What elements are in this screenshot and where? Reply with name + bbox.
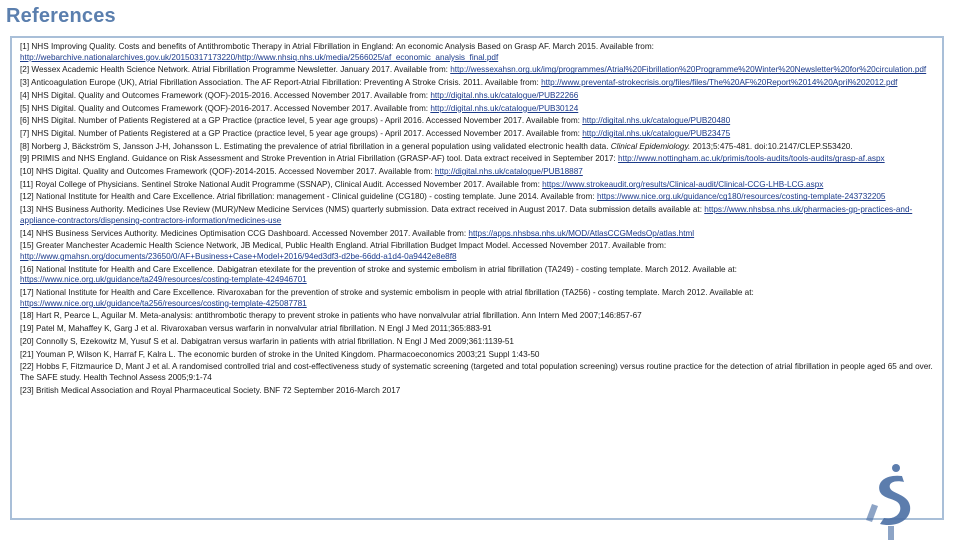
reference-number: [10]	[20, 167, 34, 177]
reference-number: [13]	[20, 205, 34, 215]
reference-item	[20, 65, 934, 76]
reference-link[interactable]: http://digital.nhs.uk/catalogue/PUB20480	[582, 116, 731, 126]
reference-item	[20, 42, 934, 63]
reference-text: National Institute for Health and Care Excellence. Dabigatran etexilate for the prevention of stroke and systemic embolism in atrial fibrillation (TA249) - costing template. March 2012. Available at:	[35, 264, 737, 274]
reference-link[interactable]: https://www.strokeaudit.org/results/Clinical-audit/Clinical-CCG-LHB-LCG.aspx	[542, 179, 824, 189]
reference-item	[20, 142, 934, 153]
reference-item	[20, 180, 934, 191]
reference-text: Royal College of Physicians. Sentinel Stroke National Audit Programme (SSNAP), Clinical Audit. Accessed November 2017. Available from:	[35, 179, 543, 189]
reference-link[interactable]: https://www.nhsbsa.nhs.uk/pharmacies-gp-practices-and-appliance-contractors/dispensing-contractors-information/medicines-use	[20, 205, 913, 225]
reference-link[interactable]: http://webarchive.nationalarchives.gov.uk/20150317173220/http://www.nhsiq.nhs.uk/media/2566025/af_economic_analysis_final.pdf	[20, 52, 499, 62]
reference-text: NHS Digital. Quality and Outcomes Framework (QOF)-2016-2017. Accessed November 2017. Available from:	[31, 103, 431, 113]
reference-item	[20, 116, 934, 127]
reference-item	[20, 350, 934, 361]
reference-number: [7]	[20, 128, 30, 138]
reference-number: [12]	[20, 192, 34, 202]
reference-item	[20, 241, 934, 262]
reference-number: [9]	[20, 154, 30, 164]
reference-item	[20, 324, 934, 335]
reference-item	[20, 104, 934, 115]
reference-number: [22]	[20, 362, 34, 372]
page-title: References	[6, 5, 116, 27]
reference-text: Greater Manchester Academic Health Science Network, JB Medical, Public Health England. Atrial Fibrillation Budget Impact Model. Accessed November 2017. Available from:	[35, 241, 667, 251]
reference-number: [3]	[20, 78, 30, 88]
reference-number: [17]	[20, 288, 34, 298]
reference-item	[20, 154, 934, 165]
reference-text: Norberg J, Bäckström S, Jansson J-H, Johansson L. Estimating the prevalence of atrial fibrillation in a general population using validated electronic health data.	[31, 141, 611, 151]
reference-number: [21]	[20, 349, 34, 359]
reference-link[interactable]: https://apps.nhsbsa.nhs.uk/MOD/AtlasCCGMedsOp/atlas.html	[468, 228, 695, 238]
reference-link[interactable]: http://digital.nhs.uk/catalogue/PUB23475	[582, 128, 731, 138]
reference-item	[20, 337, 934, 348]
reference-text-tail: 2013;5:475-481. doi:10.2147/CLEP.S53420.	[690, 141, 853, 151]
reference-number: [2]	[20, 65, 30, 75]
reference-text: NHS Business Authority. Medicines Use Review (MUR)/New Medicine Services (NMS) quarterly submission. Data extract received in August 2017. Data submission details available at:	[35, 205, 705, 215]
reference-item	[20, 229, 934, 240]
reference-number: [11]	[20, 179, 34, 189]
reference-link[interactable]: http://wessexahsn.org.uk/img/programmes/Atrial%20Fibrillation%20Programme%20Winter%20Newsletter%20for%20circulation.pdf	[450, 65, 927, 75]
reference-link[interactable]: https://www.nice.org.uk/guidance/ta256/resources/costing-template-425087781	[20, 298, 307, 308]
reference-text: British Medical Association and Royal Pharmaceutical Society. BNF 72 September 2016-March 2017	[35, 385, 401, 395]
reference-number: [16]	[20, 264, 34, 274]
reference-link[interactable]: http://digital.nhs.uk/catalogue/PUB18887	[434, 167, 583, 177]
reference-link[interactable]: http://www.gmahsn.org/documents/23650/0/AF+Business+Case+Model+2016/94ed3df3-d2be-66dd-a1d4-0a9442e8e8f8	[20, 251, 457, 261]
reference-link[interactable]: https://www.nice.org.uk/guidance/cg180/resources/costing-template-243732205	[596, 192, 886, 202]
reference-text: National Institute for Health and Care Excellence. Atrial fibrillation: management - Clinical guideline (CG180) - costing template. June 2014. Available from:	[35, 192, 597, 202]
reference-item	[20, 129, 934, 140]
organisation-logo-icon	[858, 462, 920, 540]
reference-text: Hobbs F, Fitzmaurice D, Mant J et al. A randomised controlled trial and cost-effectiveness study of systematic screening (targeted and total population screening) versus routine practice for the detection of atrial fibrillation in people aged 65 and over. The SAFE study. Health Technol Assess 2005;9:1-74	[20, 362, 933, 382]
reference-item	[20, 386, 934, 397]
reference-number: [1]	[20, 42, 30, 51]
reference-item	[20, 362, 934, 383]
reference-text: NHS Business Services Authority. Medicines Optimisation CCG Dashboard. Accessed November 2017. Available from:	[35, 228, 469, 238]
reference-item	[20, 167, 934, 178]
reference-number: [14]	[20, 228, 34, 238]
reference-text: Anticoagulation Europe (UK), Atrial Fibrillation Association. The AF Report-Atrial Fibrillation: Preventing A Stroke Crisis. 2011. Available from:	[30, 78, 542, 88]
reference-text: NHS Improving Quality. Costs and benefits of Antithrombotic Therapy in Atrial Fibrillation in England: An economic Analysis Based on Grasp AF. March 2015. Available from:	[31, 42, 654, 51]
reference-number: [4]	[20, 90, 30, 100]
reference-item	[20, 265, 934, 286]
reference-text: PRIMIS and NHS England. Guidance on Risk Assessment and Stroke Prevention in Atrial Fibrillation (GRASP-AF) tool. Data extract received in September 2017:	[31, 154, 618, 164]
reference-text: NHS Digital. Quality and Outcomes Framework (QOF)-2014-2015. Accessed November 2017. Available from:	[35, 167, 435, 177]
reference-text: Wessex Academic Health Science Network. Atrial Fibrillation Programme Newsletter. January 2017. Available from:	[31, 65, 451, 75]
reference-text: Connolly S, Ezekowitz M, Yusuf S et al. Dabigatran versus warfarin in patients with atrial fibrillation. N Engl J Med 2009;361:1139-51	[35, 336, 514, 346]
reference-text: Hart R, Pearce L, Aguilar M. Meta-analysis: antithrombotic therapy to prevent stroke in patients who have nonvalvular atrial fibrillation. Ann Intern Med 2007;146:857-67	[35, 311, 642, 321]
reference-item	[20, 78, 934, 89]
reference-text: Youman P, Wilson K, Harraf F, Kalra L. The economic burden of stroke in the United Kingdom. Pharmacoeconomics 2003;21 Suppl 1:43-50	[35, 349, 540, 359]
reference-item	[20, 311, 934, 322]
reference-number: [15]	[20, 241, 34, 251]
reference-number: [19]	[20, 324, 34, 334]
reference-link[interactable]: http://www.nottingham.ac.uk/primis/tools-audits/tools-audits/grasp-af.aspx	[617, 154, 885, 164]
reference-link[interactable]: https://www.nice.org.uk/guidance/ta249/resources/costing-template-424946701	[20, 275, 307, 285]
reference-link[interactable]: http://digital.nhs.uk/catalogue/PUB30124	[430, 103, 579, 113]
reference-item	[20, 192, 934, 203]
reference-text: Patel M, Mahaffey K, Garg J et al. Rivaroxaban versus warfarin in nonvalvular atrial fibrillation. N Engl J Med 2011;365:883-91	[35, 324, 492, 334]
reference-number: [20]	[20, 336, 34, 346]
reference-item	[20, 288, 934, 309]
reference-text: NHS Digital. Number of Patients Registered at a GP Practice (practice level, 5 year age groups) - April 2017. Accessed November 2017. Available from:	[31, 128, 583, 138]
reference-journal: Clinical Epidemiology.	[610, 141, 691, 151]
reference-item	[20, 91, 934, 102]
reference-number: [5]	[20, 103, 30, 113]
reference-link[interactable]: http://digital.nhs.uk/catalogue/PUB22266	[430, 90, 579, 100]
reference-number: [23]	[20, 385, 34, 395]
reference-text: NHS Digital. Number of Patients Registered at a GP Practice (practice level, 5 year age groups) - April 2016. Accessed November 2017. Available from:	[31, 116, 583, 126]
reference-link[interactable]: http://www.preventaf-strokecrisis.org/files/files/The%20AF%20Report%2014%20April%202012.pdf	[541, 78, 898, 88]
references-list	[10, 36, 944, 520]
reference-number: [6]	[20, 116, 30, 126]
reference-item	[20, 205, 934, 226]
reference-text: NHS Digital. Quality and Outcomes Framework (QOF)-2015-2016. Accessed November 2017. Available from:	[31, 90, 431, 100]
reference-text: National Institute for Health and Care Excellence. Rivaroxaban for the prevention of stroke and systemic embolism in people with atrial fibrillation (TA256) - costing template. March 2012. Available at:	[35, 288, 754, 298]
reference-number: [8]	[20, 141, 30, 151]
reference-number: [18]	[20, 311, 34, 321]
